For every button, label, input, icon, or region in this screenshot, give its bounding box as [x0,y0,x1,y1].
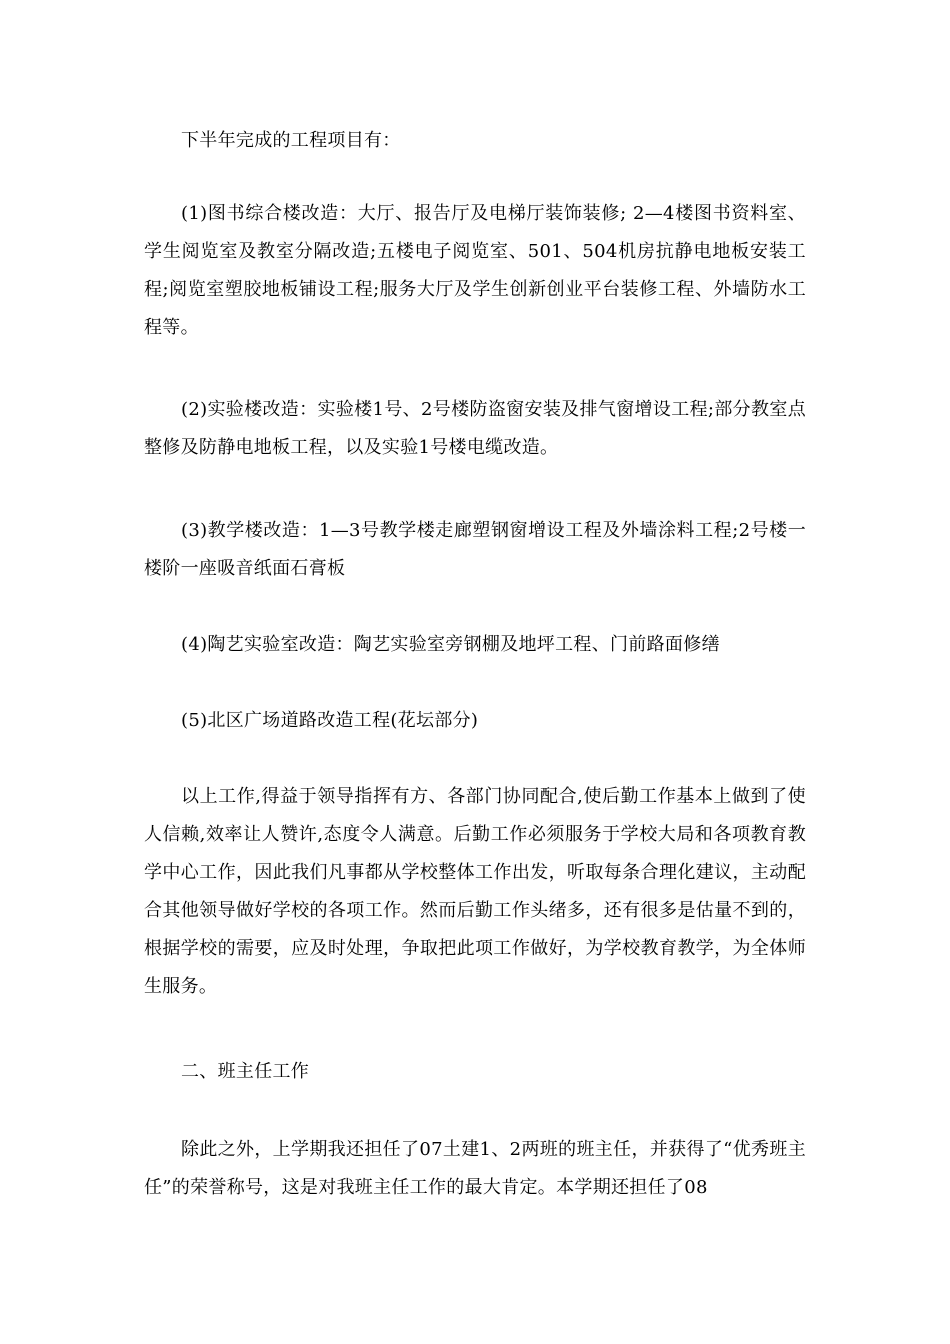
paragraph-item-1: (1)图书综合楼改造：大厅、报告厅及电梯厅装饰装修; 2—4楼图书资料室、学生阅览室及教室分隔改造;五楼电子阅览室、501、504机房抗静电地板安装工程;阅览室塑胶地板铺设工程;服务大厅及学生创新创业平台装修工程、外墙防水工程等。 [144,203,806,338]
section-heading: 二、班主任工作 [181,1061,310,1082]
paragraph-summary: 以上工作,得益于领导指挥有方、各部门协同配合,使后勤工作基本上做到了使人信赖,效率让人赞许,态度令人满意。后勤工作必须服务于学校大局和各项教育教学中心工作，因此我们凡事都从学校整体工作出发，听取每条合理化建议，主动配合其他领导做好学校的各项工作。然而后勤工作头绪多，还有很多是估量不到的，根据学校的需要，应及时处理，争取把此项工作做好，为学校教育教学，为全体师生服务。 [144,786,806,997]
paragraph-item-2: (2)实验楼改造：实验楼1号、2号楼防盗窗安装及排气窗增设工程;部分教室点整修及防静电地板工程，以及实验1号楼电缆改造。 [144,399,806,458]
paragraph-item-4: (4)陶艺实验室改造：陶艺实验室旁钢棚及地坪工程、门前路面修缮 [181,634,720,655]
paragraph-item-3: (3)教学楼改造：1—3号教学楼走廊塑钢窗增设工程及外墙涂料工程;2号楼一楼阶一座吸音纸面石膏板 [144,520,806,579]
paragraph-class-teacher: 除此之外，上学期我还担任了07土建1、2两班的班主任，并获得了“优秀班主任”的荣誉称号，这是对我班主任工作的最大肯定。本学期还担任了08 [144,1139,806,1198]
paragraph-item-5: (5)北区广场道路改造工程(花坛部分) [181,710,479,731]
paragraph-intro: 下半年完成的工程项目有： [181,130,401,151]
